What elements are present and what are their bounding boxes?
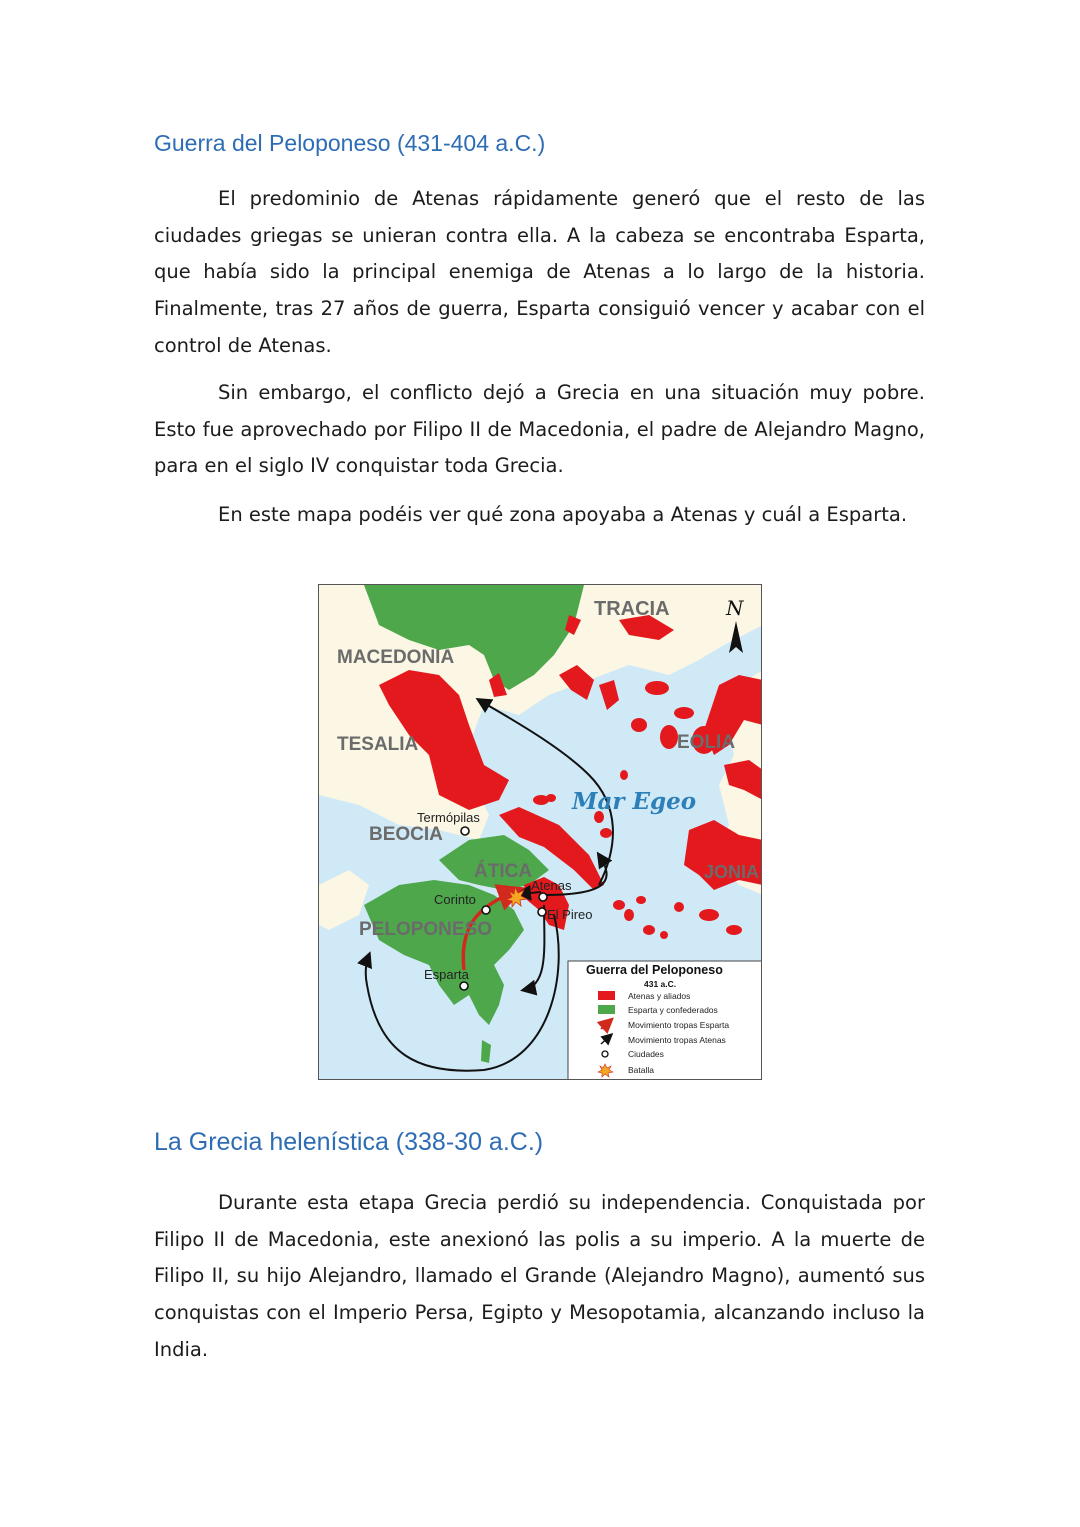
city-termopilas: Termópilas: [417, 810, 480, 825]
legend-item: Ciudades: [628, 1049, 664, 1059]
map-legend: [568, 961, 762, 1080]
label-tracia: TRACIA: [594, 598, 670, 620]
legend-item: Esparta y confederados: [628, 1005, 718, 1015]
label-atica: ÁTICA: [474, 861, 533, 882]
label-tesalia: TESALIA: [337, 734, 419, 755]
north-label: N: [726, 596, 744, 620]
label-eolia: EOLIA: [677, 732, 736, 753]
legend-item: Movimiento tropas Esparta: [628, 1020, 730, 1030]
paragraph: Durante esta etapa Grecia perdió su independencia. Conquistada por Filipo II de Macedonia, este anexionó las polis a su imperio. A la muerte de Filipo II, su hijo Alejandro, llamado el Grande (Alejandro Magno), aumentó sus conquistas con el Imperio Persa, Egipto y Mesopotamia, alcanzando incluso la India.: [154, 1191, 925, 1361]
legend-title: Guerra del Peloponeso: [586, 963, 723, 977]
legend-item: Atenas y aliados: [628, 991, 691, 1001]
city-esparta: Esparta: [424, 967, 469, 982]
city-corinto: Corinto: [434, 892, 476, 907]
label-sea: Mar Egeo: [572, 788, 697, 815]
paragraph: Sin embargo, el conflicto dejó a Grecia en una situación muy pobre. Esto fue aprovechado por Filipo II de Macedonia, el padre de Alejandro Magno, para en el siglo IV conquistar toda Grecia.: [154, 381, 925, 478]
peloponnesian-war-map: [318, 584, 762, 1080]
label-beocia: BEOCIA: [369, 824, 443, 845]
paragraph: El predominio de Atenas rápidamente generó que el resto de las ciudades griegas se unieran contra ella. A la cabeza se encontraba Esparta, que había sido la principal enemiga de Atenas a lo largo de la historia. Finalmente, tras 27 años de guerra, Esparta consiguió vencer y acabar con el control de Atenas.: [154, 187, 925, 357]
label-peloponeso: PELOPONESO: [359, 919, 493, 940]
label-macedonia: MACEDONIA: [337, 647, 455, 668]
city-atenas: Atenas: [531, 878, 572, 893]
legend-item: Batalla: [628, 1065, 654, 1075]
label-jonia: JONIA: [704, 862, 760, 882]
section-title-helenistica: La Grecia helenística (338-30 a.C.): [154, 1128, 544, 1156]
paragraph: En este mapa podéis ver qué zona apoyaba a Atenas y cuál a Esparta.: [218, 503, 908, 526]
legend-item: Movimiento tropas Atenas: [628, 1035, 726, 1045]
legend-subtitle: 431 a.C.: [644, 979, 677, 989]
section-title-peloponeso: Guerra del Peloponeso (431-404 a.C.): [154, 130, 546, 156]
city-pireo: El Pireo: [547, 907, 593, 922]
